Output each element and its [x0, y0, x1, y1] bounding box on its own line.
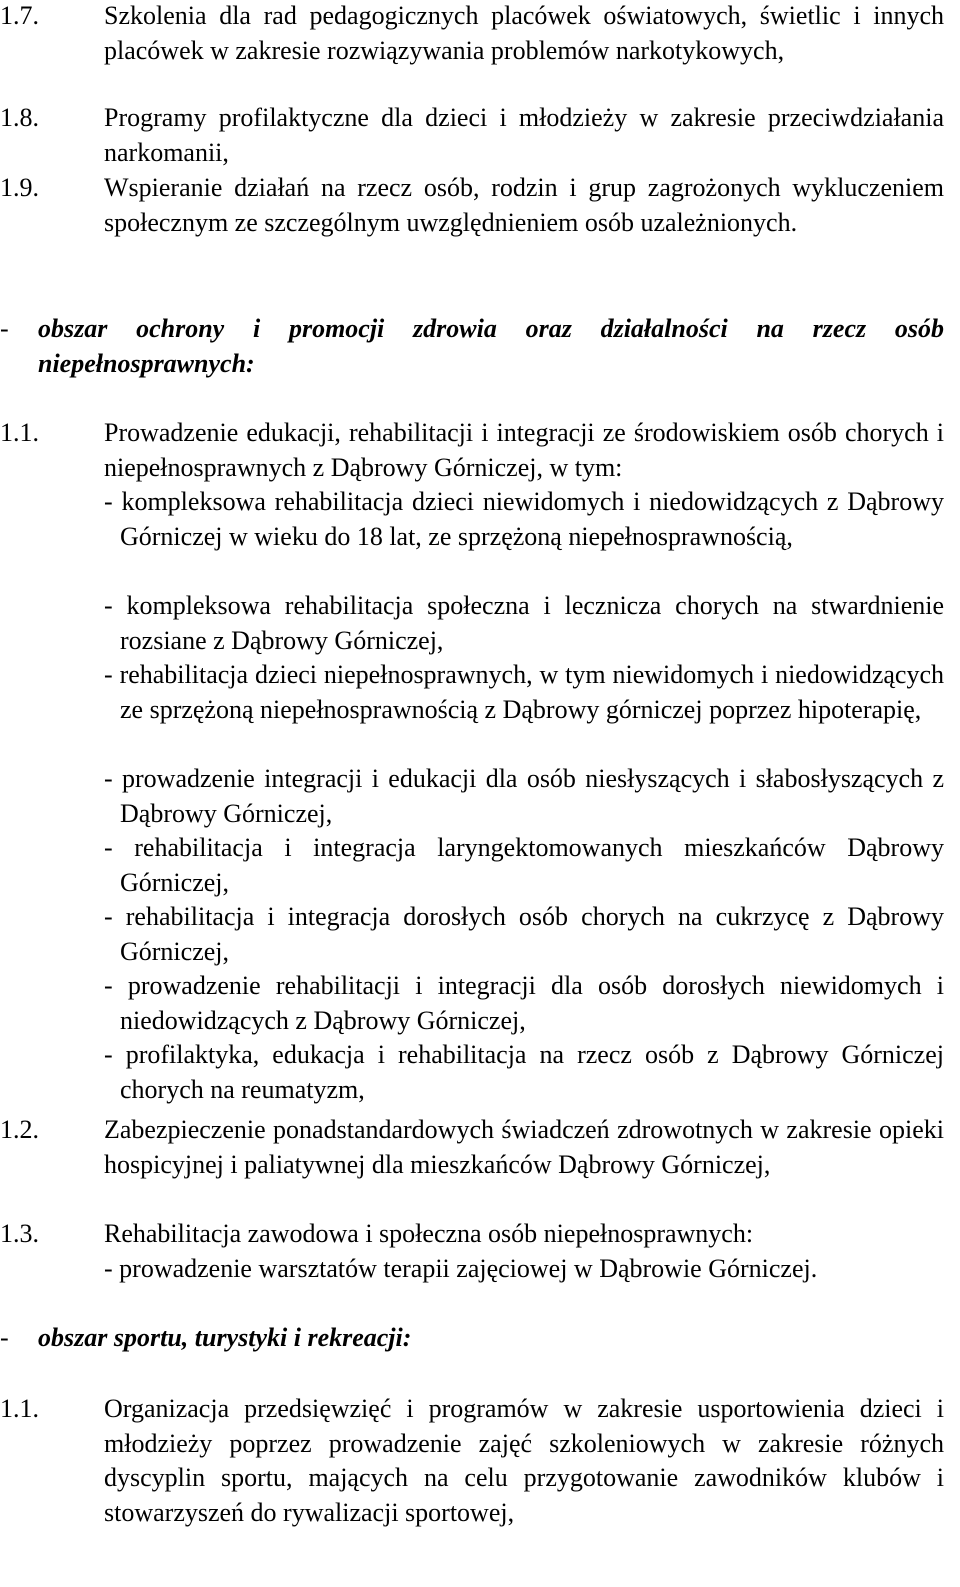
item-number: 1.2. [0, 1115, 39, 1144]
sub-item-text: - prowadzenie rehabilitacji i integracji dla osób dorosłych niewidomych i niedowidzących z Dąbrowy Górniczej, [104, 971, 944, 1035]
sub-item-text: - prowadzenie integracji i edukacji dla osób niesłyszących i słabosłyszących z Dąbrowy Górniczej, [104, 764, 944, 828]
sub-item [104, 969, 944, 1038]
section-heading-health [0, 312, 944, 381]
item-text: Prowadzenie edukacji, rehabilitacji i integracji ze środowiskiem osób chorych i niepełnosprawnych z Dąbrowy Górniczej, w tym: [104, 418, 944, 482]
item-text: Wspieranie działań na rzecz osób, rodzin i grup zagrożonych wykluczeniem społecznym ze szczególnym uwzględnieniem osób uzależnionych. [104, 173, 944, 237]
item-number: 1.1. [0, 418, 39, 447]
sub-item [104, 658, 944, 727]
sub-item-text: - prowadzenie warsztatów terapii zajęciowej w Dąbrowie Górniczej. [104, 1254, 818, 1283]
sub-item-text: - kompleksowa rehabilitacja społeczna i lecznicza chorych na stwardnienie rozsiane z Dąbrowy Górniczej, [104, 591, 944, 655]
item-text: Organizacja przedsięwzięć i programów w zakresie usportowienia dzieci i młodzieży poprzez prowadzenie zajęć szkoleniowych w zakresie różnych dyscyplin sportu, mających na celu przygotowanie zawodników klubów i stowarzyszeń do rywalizacji sportowej, [104, 1394, 944, 1527]
item-text: Zabezpieczenie ponadstandardowych świadczeń zdrowotnych w zakresie opieki hospicyjnej i paliatywnej dla mieszkańców Dąbrowy Górniczej, [104, 1115, 944, 1179]
item-number: 1.9. [0, 173, 39, 202]
item-number: 1.3. [0, 1219, 39, 1248]
sub-item-text: - rehabilitacja dzieci niepełnosprawnych, w tym niewidomych i niedowidzących ze sprzężoną niepełnosprawnością z Dąbrowy górniczej poprzez hipoterapię, [104, 660, 944, 724]
sub-item [104, 900, 944, 969]
item-number: 1.1. [0, 1394, 39, 1423]
sub-item [104, 762, 944, 831]
item-number: 1.8. [0, 103, 39, 132]
sub-item-text: - profilaktyka, edukacja i rehabilitacja na rzecz osób z Dąbrowy Górniczej chorych na reumatyzm, [104, 1040, 944, 1104]
sub-item-text: - kompleksowa rehabilitacja dzieci niewidomych i niedowidzących z Dąbrowy Górniczej w wieku do 18 lat, ze sprzężoną niepełnosprawnością, [104, 487, 944, 551]
item-text: Programy profilaktyczne dla dzieci i młodzieży w zakresie przeciwdziałania narkomanii, [104, 103, 944, 167]
sub-item [104, 831, 944, 900]
sub-item [104, 1252, 944, 1287]
sub-item [104, 589, 944, 658]
sub-item [104, 485, 944, 554]
sub-item-text: - rehabilitacja i integracja dorosłych osób chorych na cukrzycę z Dąbrowy Górniczej, [104, 902, 944, 966]
item-text: Szkolenia dla rad pedagogicznych placówek oświatowych, świetlic i innych placówek w zakresie rozwiązywania problemów narkotykowych, [104, 1, 944, 65]
sub-item-text: - rehabilitacja i integracja laryngektomowanych mieszkańców Dąbrowy Górniczej, [104, 833, 944, 897]
section-heading-sport [0, 1321, 944, 1356]
item-number: 1.7. [0, 1, 39, 30]
item-text: Rehabilitacja zawodowa i społeczna osób niepełnosprawnych: [104, 1219, 754, 1248]
heading-text: obszar sportu, turystyki i rekreacji: [38, 1323, 412, 1352]
heading-dash: - [0, 1323, 9, 1352]
heading-dash: - [0, 314, 9, 343]
heading-text: obszar ochrony i promocji zdrowia oraz działalności na rzecz osób niepełnosprawnych: [38, 314, 944, 378]
sub-item [104, 1038, 944, 1107]
